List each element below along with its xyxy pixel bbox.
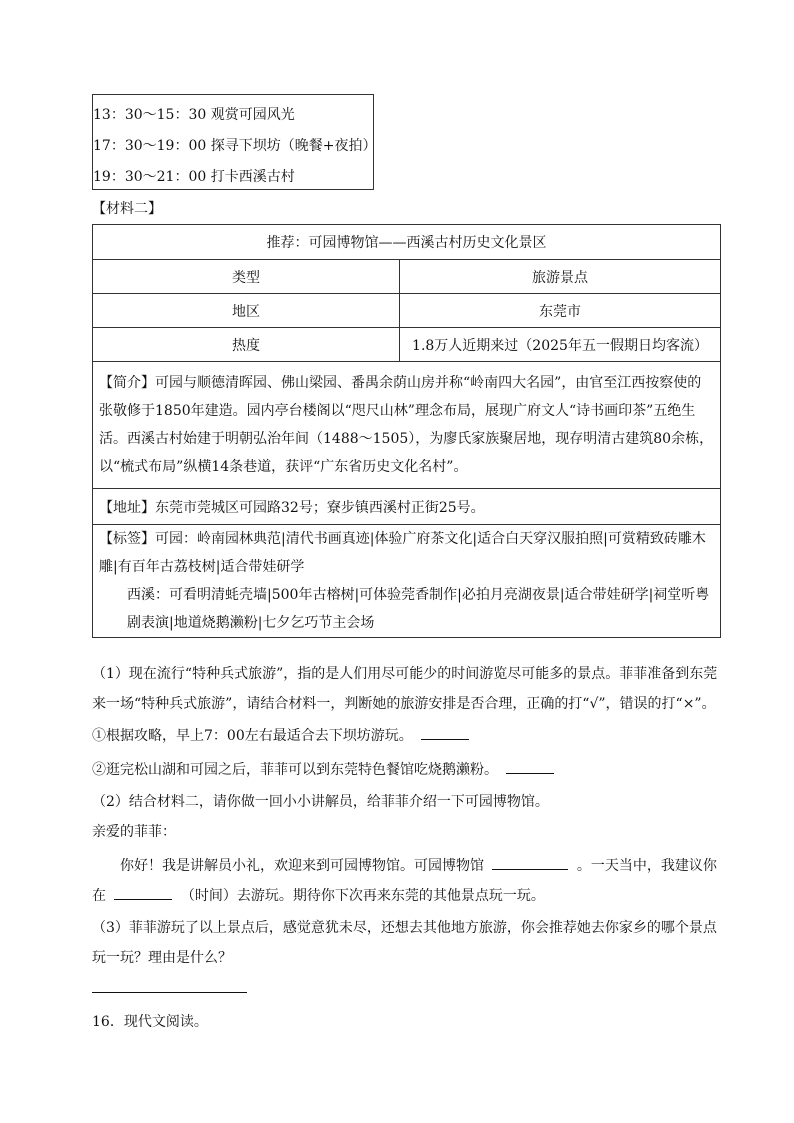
- table-value: 旅游景点: [400, 260, 721, 294]
- schedule-item: 19：30～21：00 打卡西溪古村: [93, 169, 295, 185]
- question-2: （2）结合材料二，请你做一回小小讲解员，给菲菲介绍一下可园博物馆。: [92, 794, 549, 810]
- table-key: 地区: [93, 294, 400, 328]
- attraction-table: [92, 224, 721, 638]
- schedule-item: 13：30～15：30 观赏可园风光: [93, 107, 295, 123]
- table-row: [93, 328, 721, 362]
- tags-keyuan: 【标签】可园：岭南园林典范|清代书画真迹|体验广府茶文化|适合白天穿汉服拍照|可赏精致砖雕木雕|有百年古荔枝树|适合带娃研学: [99, 531, 706, 575]
- next-question: 16．现代文阅读。: [92, 1014, 208, 1030]
- question-1-item-1: [92, 722, 732, 750]
- answer-blank[interactable]: [492, 855, 568, 870]
- item-text: ①根据攻略，早上7：00左右最适合去下坝坊游玩。: [92, 728, 413, 744]
- table-row: [93, 260, 721, 294]
- table-key: 类型: [93, 260, 400, 294]
- question-3-line-1: （3）菲菲游玩了以上景点后，感觉意犹未尽，还想去其他地方旅游，你会推荐她去你家乡的哪个景点: [92, 920, 717, 936]
- letter-line-1: [92, 852, 732, 880]
- answer-blank[interactable]: [114, 885, 172, 900]
- answer-blank[interactable]: [421, 725, 469, 740]
- letter-text: 你好！我是讲解员小礼，欢迎来到可园博物馆。可园博物馆: [120, 858, 484, 874]
- table-value: 1.8万人近期来过（2025年五一假期日均客流）: [400, 328, 721, 362]
- question-3-line-2: 玩一玩？理由是什么？: [92, 950, 232, 966]
- letter-line-2: [92, 882, 732, 910]
- letter-greeting: 亲爱的菲菲：: [92, 824, 176, 840]
- tags-cell: [93, 525, 721, 638]
- question-1-line-2: 来一场“特种兵式旅游”，请结合材料一，判断她的旅游安排是否合理，正确的打“√”，错误的打“×”。: [92, 696, 716, 712]
- address-text: 【地址】东莞市莞城区可园路32号；寮步镇西溪村正街25号。: [93, 489, 721, 525]
- table-row: [93, 294, 721, 328]
- tags-xixi: 西溪：可看明清蚝壳墙|500年古榕树|可体验莞香制作|必拍月亮湖夜景|适合带娃研学|祠堂听粤剧表演|地道烧鹅濑粉|七夕乞巧节主会场: [127, 587, 710, 631]
- table-title: 推荐：可园博物馆——西溪古村历史文化景区: [93, 225, 721, 260]
- letter-text: （时间）去游玩。期待你下次再来东莞的其他景点玩一玩。: [180, 888, 545, 904]
- letter-text: 。一天当中，我建议你: [576, 858, 717, 874]
- letter-text: 在: [92, 888, 106, 904]
- table-value: 东莞市: [400, 294, 721, 328]
- table-key: 热度: [93, 328, 400, 362]
- schedule-box: [92, 94, 377, 190]
- answer-blank[interactable]: [506, 759, 554, 774]
- schedule-item: 17：30～19：00 探寻下坝坊（晚餐+夜拍）: [93, 138, 377, 154]
- question-1-item-2: [92, 756, 732, 784]
- item-text: ②逛完松山湖和可园之后，菲菲可以到东莞特色餐馆吃烧鹅濑粉。: [92, 762, 498, 778]
- answer-line[interactable]: [92, 992, 247, 993]
- material-two-label: 【材料二】: [92, 201, 162, 217]
- question-1-line-1: （1）现在流行“特种兵式旅游”，指的是人们用尽可能少的时间游览尽可能多的景点。菲菲准备到东莞: [92, 666, 718, 682]
- intro-text: 【简介】可园与顺德清晖园、佛山梁园、番禺余荫山房并称“岭南四大名园”，由官至江西按察使的张敬修于1850年建造。园内亭台楼阁以“咫尺山林”理念布局，展现广府文人“诗书画印茶”五绝生活。西溪古村始建于明朝弘治年间（1488～1505），为廖氏家族聚居地，现存明清古建筑80余栋，以“梳式布局”纵横14条巷道，获评“广东省历史文化名村”。: [93, 362, 721, 489]
